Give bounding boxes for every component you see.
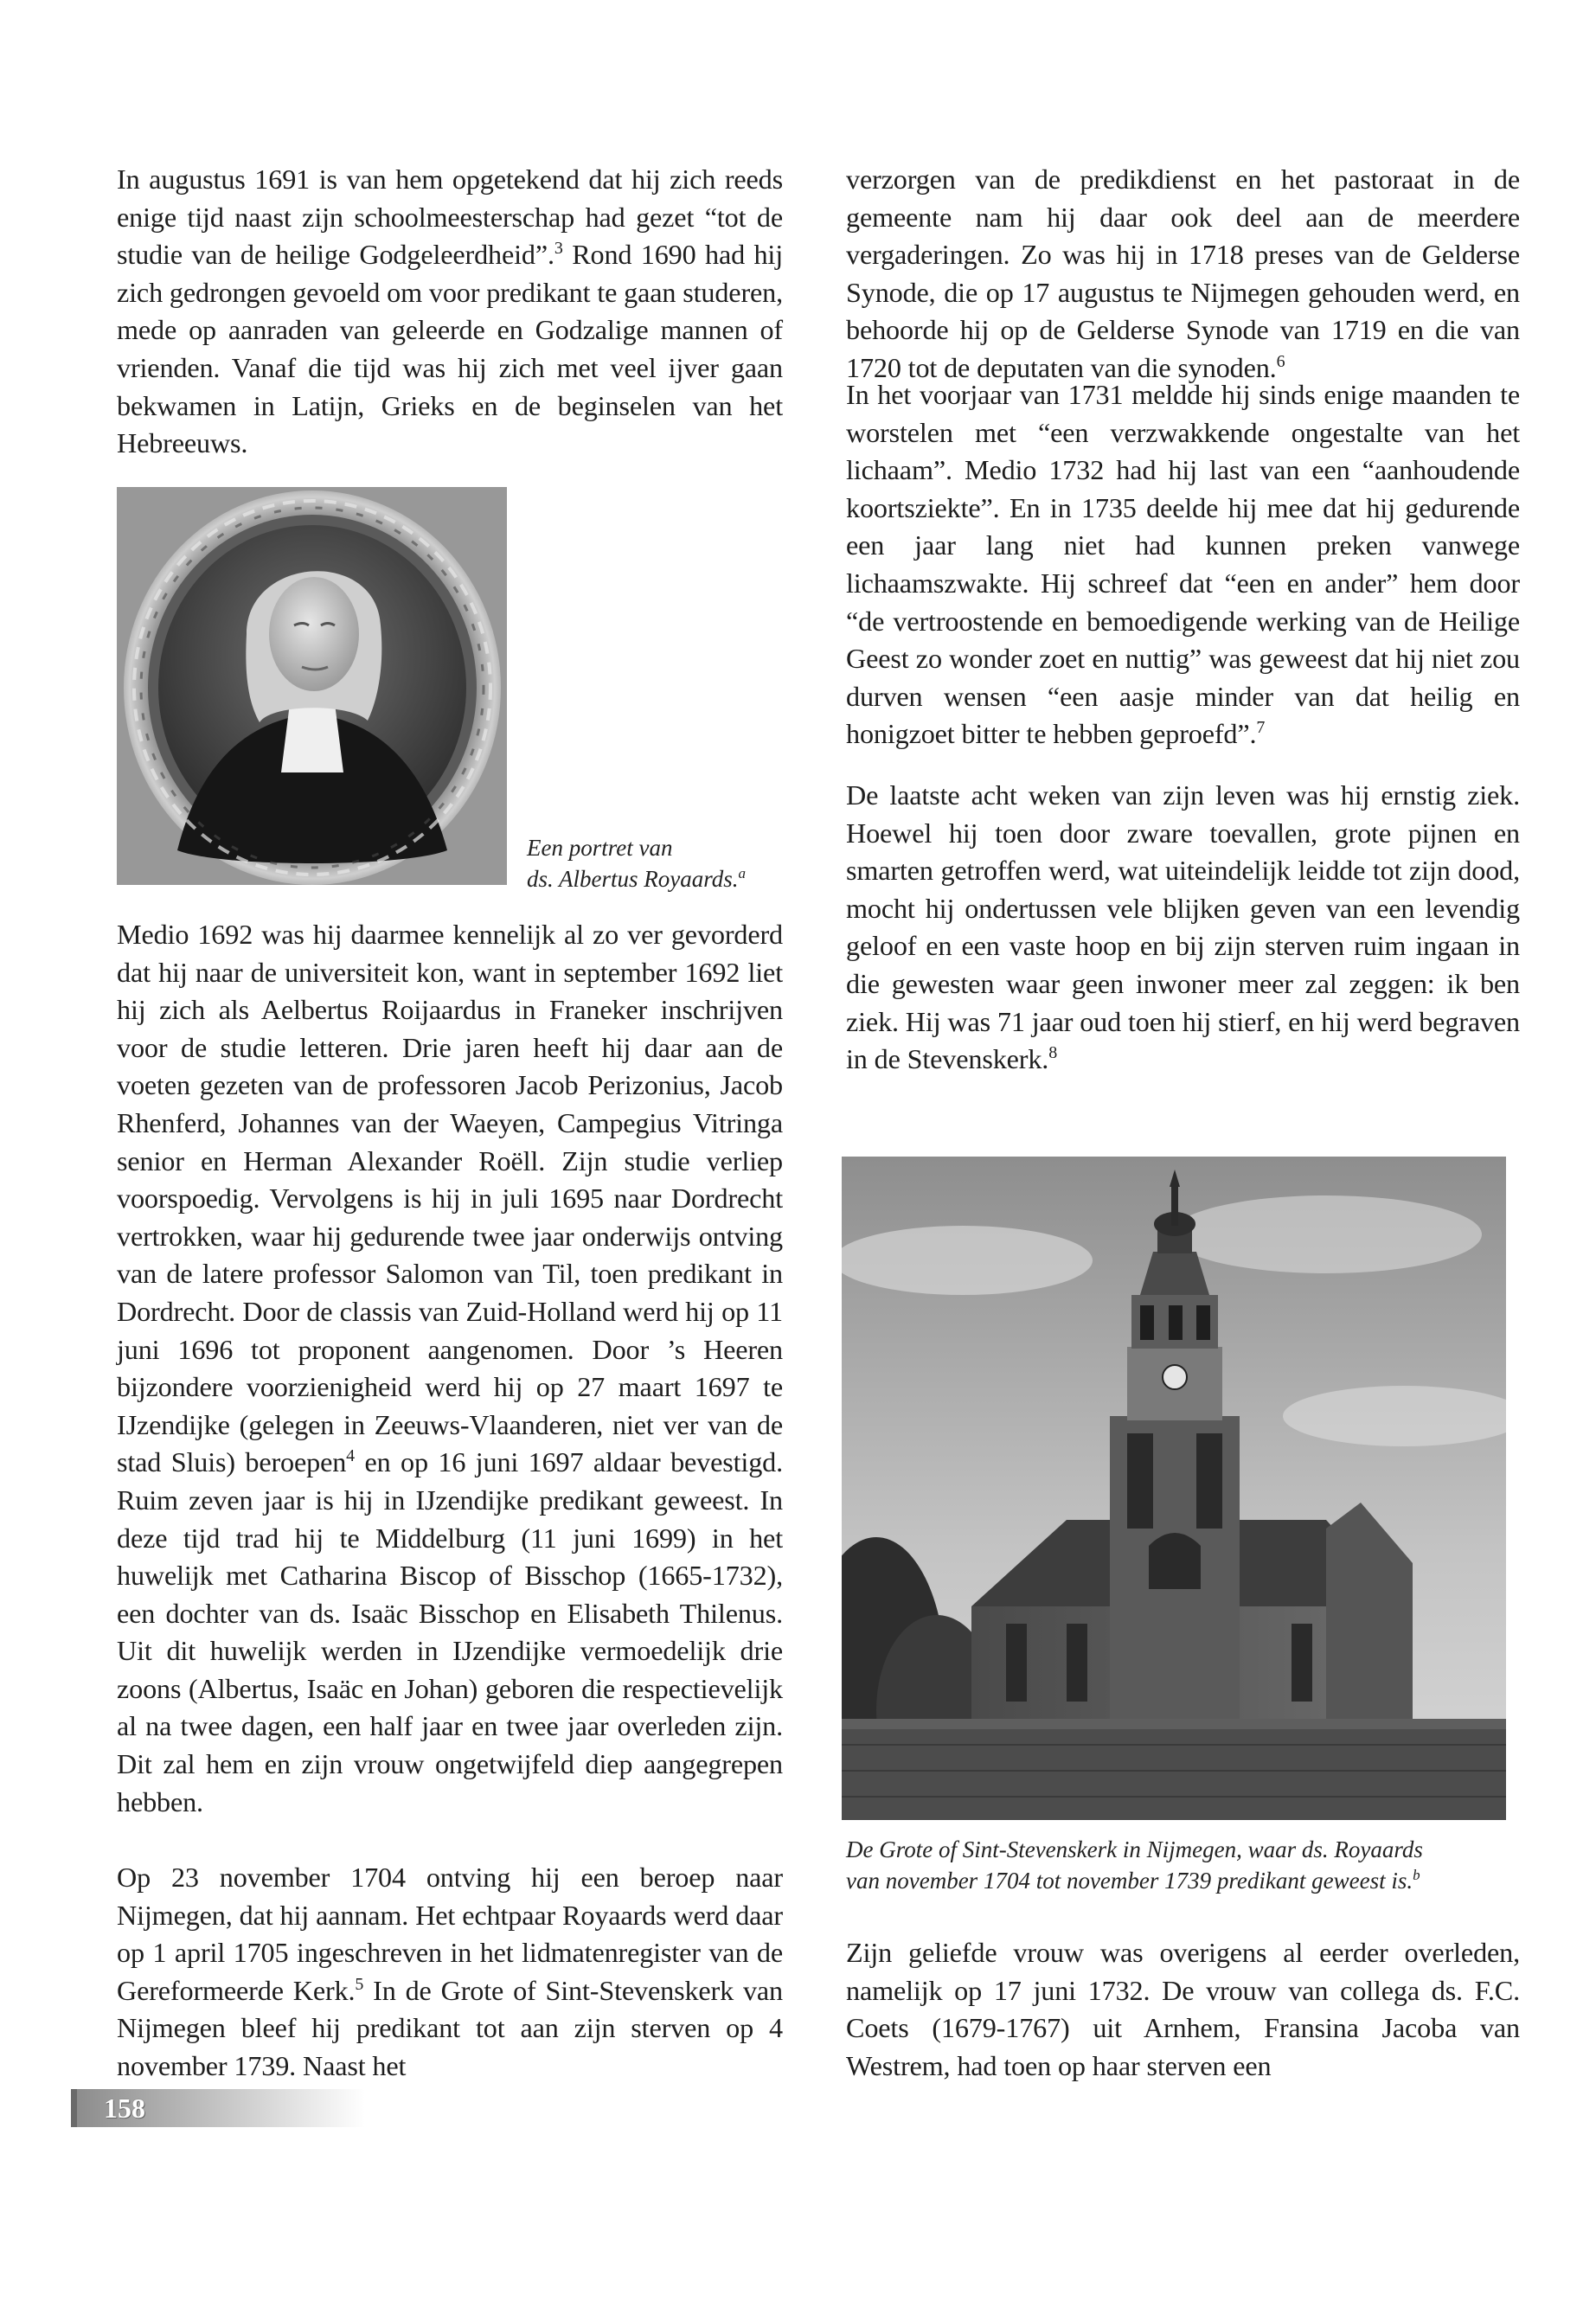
page-number-bar-edge — [71, 2089, 77, 2127]
left-paragraph-3 — [117, 1859, 783, 2086]
right-paragraph-2-text: In het voorjaar van 1731 meldde hij sinds enige maanden te worstelen met “een verzwakkende ongestalte van het lichaam”. Medio 1732 had hij last van een “aanhoudende koortsziekte”. En in 1735 deelde hij mee dat hij gedurende een jaar lang niet had kunnen preken vanwege lichaamszwakte. Hij schreef dat “een en ander” hem door “de vertroostende en bemoedigende werking van de Heilige Geest zo wonder zoet en nuttig” was geweest dat hij niet zou durven wensen “een aasje minder van dat heilig en honigzoet bitter te hebben geproefd”. — [846, 379, 1520, 750]
portrait-caption-line-1: Een portret van — [527, 835, 673, 861]
right-paragraph-2 — [846, 376, 1520, 753]
portrait-image — [117, 487, 507, 885]
portrait-caption-line-2: ds. Albertus Royaards. — [527, 866, 739, 892]
left-paragraph-1-continuation: Rond 1690 had hij zich gedrongen gevoeld om voor predikant te gaan studeren, mede op aanraden van geleerde en Godzalige mannen of vrienden. Vanaf die tijd was hij zich met veel ijver gaan bekwamen in Latijn, Grieks en de beginselen van het Hebreeuws. — [117, 239, 784, 459]
right-paragraph-1-text: verzorgen van de predikdienst en het pastoraat in de gemeente nam hij daar ook deel aan de meerdere vergaderingen. Zo was hij in 1718 preses van de Gelderse Synode, die op 17 augustus te Nijmegen gehouden werd, en behoorde hij op de Gelderse Synode van 1719 en die van 1720 tot de deputaten van die synoden. — [846, 163, 1520, 383]
portrait-caption — [527, 832, 786, 894]
right-paragraph-4 — [846, 1934, 1520, 2085]
footnote-ref-7[interactable]: 7 — [1256, 718, 1266, 738]
right-paragraph-3-text: De laatste acht weken van zijn leven was hij ernstig ziek. Hoewel hij toen door zware toevallen, grote pijnen en smarten getroffen werd, wat uiteindelijk leidde tot zijn dood, mocht hij ondertussen vele blijken geven van een levendig geloof en een vaste hoop en bij zijn sterven ruim ingaan in die gewesten waar geen inwoner meer zal zeggen: ik ben ziek. Hij was 71 jaar oud toen hij stierf, en hij werd begraven in de Stevenskerk. — [846, 779, 1520, 1075]
left-paragraph-2-text: Medio 1692 was hij daarmee kennelijk al zo ver gevorderd dat hij naar de universiteit kon, want in september 1692 liet hij zich als Aelbertus Roijaardus in Franeker inschrijven voor de studie letteren. Drie jaren heeft hij daar aan de voeten gezeten van de professoren Jacob Perizonius, Jacob Rhenferd, Johannes van der Waeyen, Campegius Vitringa senior en Herman Alexander Roëll. Zijn studie verliep voorspoedig. Vervolgens is hij in juli 1695 naar Dordrecht vertrokken, waar hij gedurende twee jaar onderwijs ontving van de latere professor Salomon van Til, toen predikant in Dordrecht. Door de classis van Zuid-Holland werd hij op 11 juni 1696 tot proponent aangenomen. Door ’s Heeren bijzondere voorzienigheid werd hij op 27 maart 1697 te IJzendijke (gelegen in Zeeuws-Vlaanderen, niet ver van de stad Sluis) beroepen — [117, 919, 783, 1478]
footnote-ref-3[interactable]: 3 — [554, 239, 563, 259]
church-illustration — [842, 1157, 1506, 1820]
church-caption — [846, 1834, 1521, 1896]
page-number: 158 — [104, 2093, 145, 2124]
church-caption-line-1: De Grote of Sint-Stevenskerk in Nijmegen, waar ds. Royaards — [846, 1836, 1423, 1862]
church-caption-line-2: van november 1704 tot november 1739 predikant geweest is. — [846, 1868, 1413, 1894]
picture-credit-ref-a[interactable]: a — [738, 865, 747, 881]
left-paragraph-1 — [117, 161, 783, 463]
footnote-ref-8[interactable]: 8 — [1048, 1043, 1058, 1063]
left-paragraph-1-text: In augustus 1691 is van hem opgetekend dat hij zich reeds enige tijd naast zijn schoolmeesterschap had gezet “tot de studie van de heilige Godgeleerdheid”. — [117, 163, 783, 271]
left-paragraph-3-continuation: In de Grote of Sint-Stevenskerk van Nijmegen bleef hij predikant tot aan zijn sterven op 4 november 1739. Naast het — [117, 1974, 783, 2081]
left-paragraph-3-text: Op 23 november 1704 ontving hij een beroep naar Nijmegen, dat hij aannam. Het echtpaar Royaards werd daar op 1 april 1705 ingeschreven in het lidmatenregister van de Gereformeerde Kerk. — [117, 1862, 783, 2006]
right-paragraph-1 — [846, 161, 1520, 388]
portrait-illustration — [117, 487, 507, 885]
left-paragraph-2 — [117, 916, 783, 1821]
footnote-ref-6[interactable]: 6 — [1276, 351, 1285, 371]
left-paragraph-2-continuation: en op 16 juni 1697 aldaar bevestigd. Ruim zeven jaar is hij in IJzendijke predikant geweest. In deze tijd trad hij te Middelburg (11 juni 1699) in het huwelijk met Catharina Biscop of Bisschop (1665-1732), een dochter van ds. Isaäc Bisschop en Elisabeth Thilenus. Uit dit huwelijk werden in IJzendijke vermoedelijk drie zoons (Albertus, Isaäc en Johan) geboren die respectievelijk al na twee dagen, een half jaar en twee jaar overleden zijn. Dit zal hem en zijn vrouw ongetwijfeld diep aangegrepen hebben. — [117, 1446, 783, 1817]
church-image — [842, 1157, 1506, 1820]
footnote-ref-4[interactable]: 4 — [346, 1446, 356, 1466]
footnote-ref-5[interactable]: 5 — [355, 1974, 364, 1994]
picture-credit-ref-b[interactable]: b — [1413, 1867, 1420, 1883]
right-paragraph-4-text: Zijn geliefde vrouw was overigens al eerder overleden, namelijk op 17 juni 1732. De vrouw van collega ds. F.C. Coets (1679-1767) uit Arnhem, Fransina Jacoba van Westrem, had toen op haar sterven een — [846, 1937, 1520, 2081]
right-paragraph-3 — [846, 777, 1520, 1079]
